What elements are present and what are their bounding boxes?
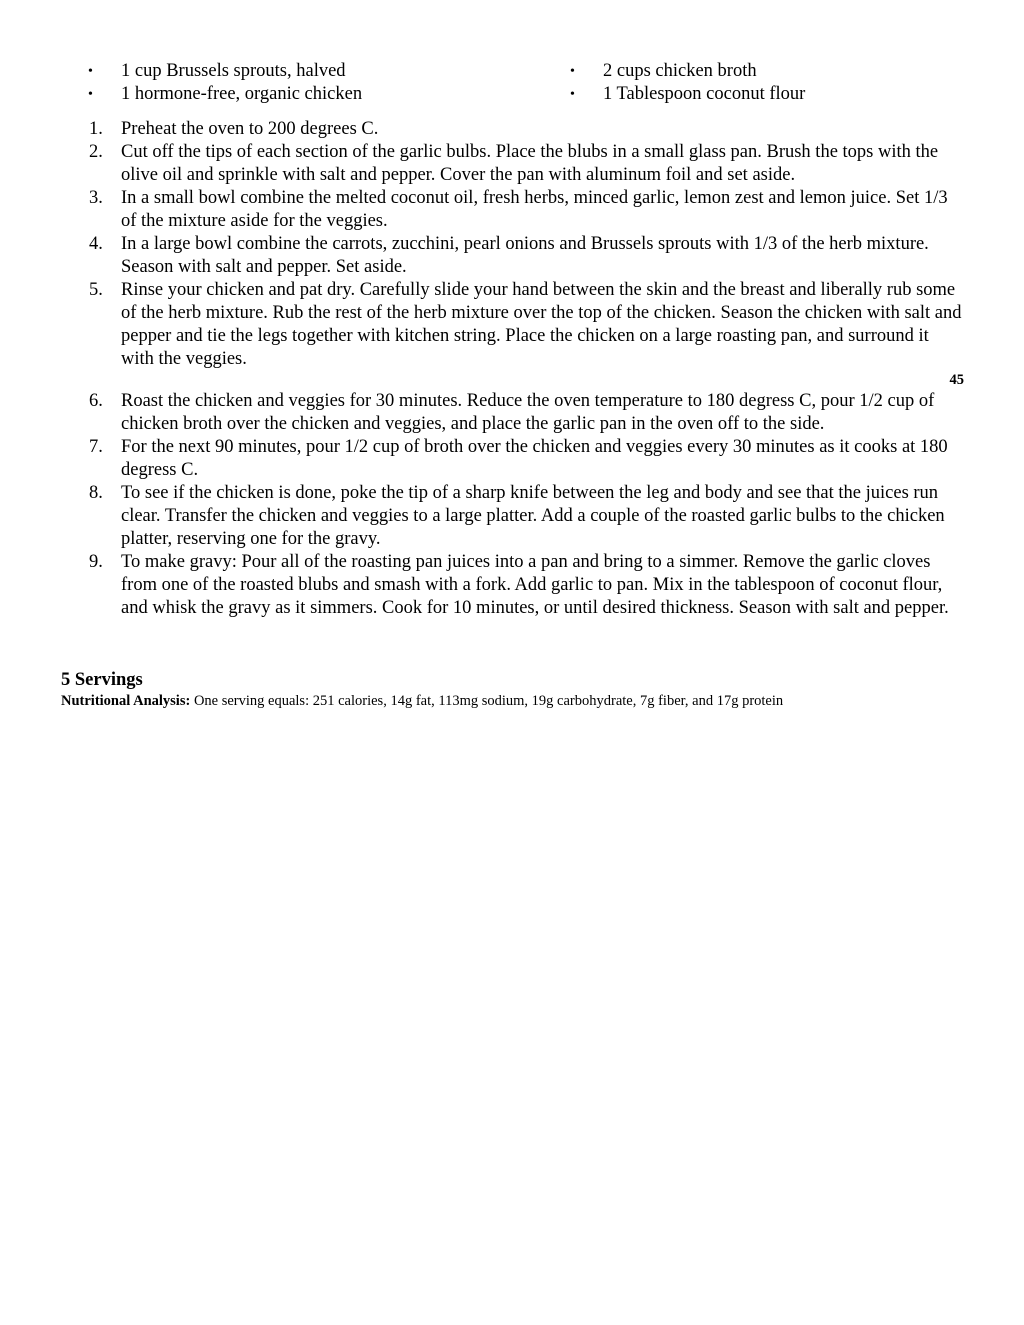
ingredient-text: 2 cups chicken broth	[603, 61, 757, 81]
step-text: Rinse your chicken and pat dry. Carefully slide your hand between the skin and the breast and liberally rub some of the herb mixture. Rub the rest of the herb mixture over the top of the chicken. Season the chicken with salt and pepper and tie the legs together with kitchen string. Place the chicken on a large roasting pan, and surround it with the veggies.	[121, 280, 962, 369]
step-text: In a large bowl combine the carrots, zucchini, pearl onions and Brussels sprouts with 1/3 of the herb mixture. Season with salt and pepper. Set aside.	[121, 234, 929, 277]
bullet-icon: •	[570, 64, 575, 79]
instruction-step	[0, 118, 966, 141]
step-text: Cut off the tips of each section of the garlic bulbs. Place the blubs in a small glass pan. Brush the tops with the olive oil and sprinkle with salt and pepper. Cover the pan with aluminum foil and set aside.	[121, 142, 939, 185]
step-number: 1.	[89, 119, 103, 139]
ingredient-item	[570, 83, 805, 106]
step-text: To make gravy: Pour all of the roasting pan juices into a pan and bring to a simmer. Remove the garlic cloves from one of the roasted blubs and smash with a fork. Add garlic to pan. Mix in the tablespoon of coconut flour, and whisk the gravy as it simmers. Cook for 10 minutes, or until desired thickness. Season with salt and pepper.	[121, 552, 949, 618]
ingredient-item	[88, 83, 362, 106]
ingredient-item	[570, 60, 805, 83]
step-number: 3.	[89, 188, 103, 208]
step-number: 2.	[89, 142, 103, 162]
ingredients-left-column	[88, 60, 362, 106]
page-number: 45	[949, 372, 964, 388]
step-number: 9.	[89, 552, 103, 572]
instruction-step	[0, 187, 966, 233]
instructions-list	[0, 118, 1024, 620]
instruction-step	[0, 551, 966, 620]
instruction-step	[0, 141, 966, 187]
instruction-step	[0, 390, 966, 436]
step-number: 5.	[89, 280, 103, 300]
nutrition-analysis	[61, 692, 783, 711]
ingredients-list	[0, 60, 1024, 108]
ingredient-text: 1 Tablespoon coconut flour	[603, 84, 806, 104]
nutrition-label: Nutritional Analysis:	[61, 693, 191, 709]
step-text: In a small bowl combine the melted coconut oil, fresh herbs, minced garlic, lemon zest and lemon juice. Set 1/3 of the mixture aside for the veggies.	[121, 188, 948, 231]
instruction-step	[0, 482, 966, 551]
ingredient-item	[88, 60, 362, 83]
nutrition-text: One serving equals: 251 calories, 14g fat, 113mg sodium, 19g carbohydrate, 7g fiber, and 17g protein	[190, 693, 784, 709]
step-text: Preheat the oven to 200 degrees C.	[121, 119, 379, 139]
bullet-icon: •	[570, 87, 575, 102]
instruction-step	[0, 233, 966, 279]
step-number: 7.	[89, 437, 103, 457]
instruction-step	[0, 436, 966, 482]
step-number: 6.	[89, 391, 103, 411]
ingredients-right-column	[570, 60, 805, 106]
ingredient-text: 1 hormone-free, organic chicken	[121, 84, 363, 104]
ingredient-text: 1 cup Brussels sprouts, halved	[121, 61, 346, 81]
step-number: 8.	[89, 483, 103, 503]
step-text: Roast the chicken and veggies for 30 minutes. Reduce the oven temperature to 180 degress C, pour 1/2 cup of chicken broth over the chicken and veggies, and place the garlic pan in the oven off to the side.	[121, 391, 935, 434]
bullet-icon: •	[88, 64, 93, 79]
step-number: 4.	[89, 234, 103, 254]
servings-heading: 5 Servings	[61, 670, 143, 690]
instruction-step	[0, 279, 966, 371]
bullet-icon: •	[88, 87, 93, 102]
step-text: To see if the chicken is done, poke the tip of a sharp knife between the leg and body and see that the juices run clear. Transfer the chicken and veggies to a large platter. Add a couple of the roasted garlic bulbs to the chicken platter, reserving one for the gravy.	[121, 483, 945, 549]
step-text: For the next 90 minutes, pour 1/2 cup of broth over the chicken and veggies every 30 minutes as it cooks at 180 degress C.	[121, 437, 948, 480]
